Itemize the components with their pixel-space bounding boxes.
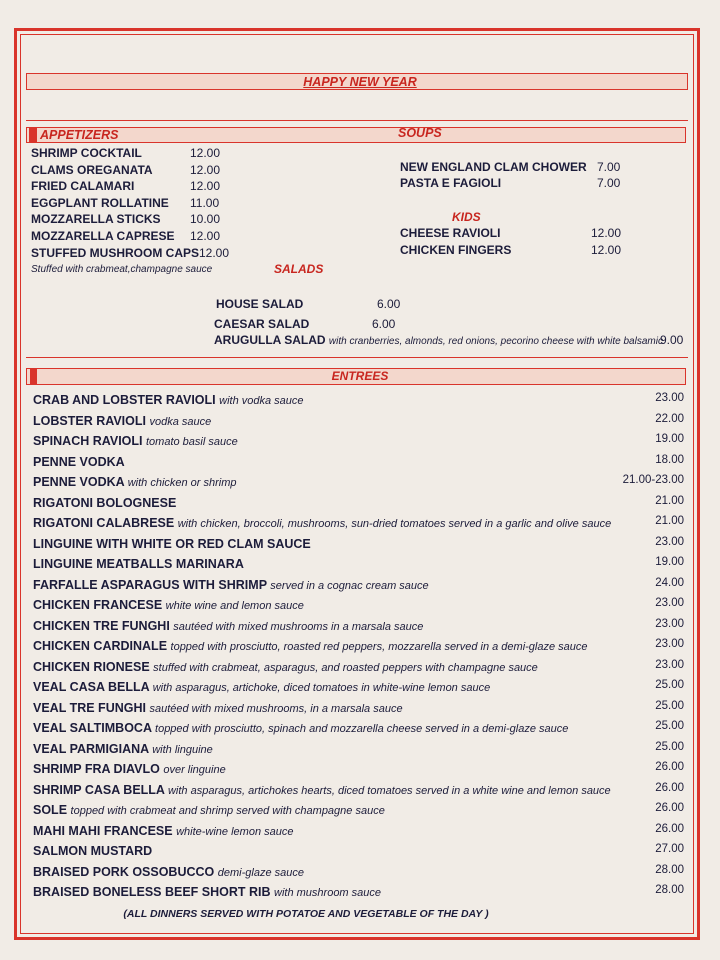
salad-price: 9.00 xyxy=(660,333,684,347)
salad-price: 6.00 xyxy=(377,297,401,311)
entree-row xyxy=(33,557,244,572)
entree-price: 27.00 xyxy=(655,843,684,855)
soups-heading: SOUPS xyxy=(398,126,442,140)
entree-row xyxy=(33,455,125,470)
entree-name: BRAISED PORK OSSOBUCCO xyxy=(33,864,215,879)
entree-desc: with asparagus, artichokes hearts, diced tomatoes served in a white wine and lemon sauce xyxy=(167,784,611,797)
entree-row xyxy=(33,721,568,737)
entree-row xyxy=(33,803,385,819)
soup-price: 7.00 xyxy=(597,160,621,174)
entree-name: SOLE xyxy=(33,803,68,817)
appetizers-heading: APPETIZERS xyxy=(40,128,119,142)
entree-price: 26.00 xyxy=(655,822,684,835)
entree-desc: topped with prosciutto, roasted red peppers, mozzarella served in a demi-glaze sauce xyxy=(170,641,588,653)
entree-desc: sautéed with mixed mushrooms, in a marsala sauce xyxy=(149,702,403,715)
appetizer-price: 12.00 xyxy=(199,245,230,260)
salad-price: 6.00 xyxy=(372,317,396,331)
entree-desc: with chicken, broccoli, mushrooms, sun-dried tomatoes served in a garlic and olive sauce xyxy=(177,518,612,530)
appetizer-price: 12.00 xyxy=(190,162,221,177)
entree-name: CHICKEN TRE FUNGHI xyxy=(33,618,170,633)
entree-desc: with linguine xyxy=(152,743,213,756)
appetizer-note: Stuffed with crabmeat,champagne sauce xyxy=(31,264,213,275)
entree-name: PENNE VODKA xyxy=(33,454,125,469)
entree-desc: vodka sauce xyxy=(149,415,212,428)
entree-name: RIGATONI BOLOGNESE xyxy=(33,495,177,510)
entree-row xyxy=(33,885,381,901)
entree-row xyxy=(33,824,293,840)
appetizer-price: 12.00 xyxy=(190,179,221,194)
appetizer-name: STUFFED MUSHROOM CAPS xyxy=(31,245,199,260)
salad-row xyxy=(216,297,303,311)
entree-name: PENNE VODKA xyxy=(33,475,125,489)
entree-name: LOBSTER RAVIOLI xyxy=(33,413,146,428)
entree-name: SALMON MUSTARD xyxy=(33,844,153,858)
entree-row xyxy=(33,598,304,614)
entree-name: CRAB AND LOBSTER RAVIOLI xyxy=(33,393,216,407)
entree-row xyxy=(33,475,237,491)
entree-price: 23.00 xyxy=(655,392,684,404)
entree-name: LINGUINE MEATBALLS MARINARA xyxy=(33,557,244,571)
entree-row xyxy=(33,742,213,758)
entree-price: 19.00 xyxy=(655,556,684,568)
entree-desc: topped with crabmeat and shrimp served with champagne sauce xyxy=(70,805,385,817)
entree-desc: with chicken or shrimp xyxy=(127,477,237,489)
appetizer-name: CLAMS OREGANATA xyxy=(31,162,153,177)
entree-desc: stuffed with crabmeat, asparagus, and roasted peppers with champagne sauce xyxy=(153,661,538,674)
entree-price: 21.00 xyxy=(655,494,684,507)
divider-top xyxy=(26,120,688,121)
salad-name: ARUGULLA SALAD xyxy=(214,333,326,347)
entree-name: FARFALLE ASPARAGUS WITH SHRIMP xyxy=(33,577,267,592)
entree-name: VEAL SALTIMBOCA xyxy=(33,721,152,735)
entree-row xyxy=(33,701,403,717)
entree-name: BRAISED BONELESS BEEF SHORT RIB xyxy=(33,885,271,899)
entree-row xyxy=(33,619,423,635)
entree-desc: with vodka sauce xyxy=(219,395,304,407)
entree-row xyxy=(33,639,588,655)
entree-row xyxy=(33,516,611,532)
entree-row xyxy=(33,865,304,881)
entree-row xyxy=(33,496,176,511)
banner-title: HAPPY NEW YEAR xyxy=(303,75,417,89)
salads-heading: SALADS xyxy=(274,262,324,276)
entree-name: RIGATONI CALABRESE xyxy=(33,516,175,530)
entree-price: 23.00 xyxy=(655,638,684,650)
appetizer-name: FRIED CALAMARI xyxy=(31,179,135,194)
entree-name: VEAL CASA BELLA xyxy=(33,680,150,694)
entree-price: 28.00 xyxy=(655,863,684,876)
entree-name: SHRIMP CASA BELLA xyxy=(33,782,165,797)
entree-row xyxy=(33,434,238,450)
entree-desc: over linguine xyxy=(163,764,226,776)
appetizer-price: 11.00 xyxy=(190,195,220,210)
entree-price: 21.00-23.00 xyxy=(622,474,684,486)
entree-desc: with mushroom sauce xyxy=(274,887,382,899)
entree-price: 22.00 xyxy=(655,412,684,425)
entree-name: SPINACH RAVIOLI xyxy=(33,434,143,448)
entree-price: 26.00 xyxy=(655,781,684,794)
entree-price: 23.00 xyxy=(655,535,684,548)
entree-row xyxy=(33,414,211,430)
entree-name: SHRIMP FRA DIAVLO xyxy=(33,762,160,776)
salad-name: HOUSE SALAD xyxy=(216,297,304,311)
appetizer-name: MOZZARELLA CAPRESE xyxy=(31,229,175,243)
salad-name: CAESAR SALAD xyxy=(214,317,310,331)
entree-row xyxy=(33,680,490,696)
entree-price: 23.00 xyxy=(655,658,684,671)
salad-desc: with cranberries, almonds, red onions, pecorino cheese with white balsamic xyxy=(328,336,663,347)
salad-row xyxy=(214,333,663,349)
entree-price: 18.00 xyxy=(655,453,684,466)
soup-name: NEW ENGLAND CLAM CHOWER xyxy=(400,160,587,174)
entree-price: 19.00 xyxy=(655,433,684,445)
entree-price: 26.00 xyxy=(655,761,684,773)
entree-price: 25.00 xyxy=(655,720,684,732)
entree-name: VEAL PARMIGIANA xyxy=(33,741,149,756)
entree-price: 25.00 xyxy=(655,679,684,691)
entree-price: 28.00 xyxy=(655,884,684,896)
appetizers-band xyxy=(26,127,686,143)
entree-desc: sautéed with mixed mushrooms in a marsala sauce xyxy=(173,620,424,633)
entree-row xyxy=(33,393,304,409)
appetizer-name: MOZZARELLA STICKS xyxy=(31,212,161,227)
entree-desc: served in a cognac cream sauce xyxy=(270,579,429,592)
entree-row xyxy=(33,578,429,594)
entrees-footnote: (ALL DINNERS SERVED WITH POTATOE AND VEGETABLE OF THE DAY ) xyxy=(123,908,489,920)
entree-name: CHICKEN FRANCESE xyxy=(33,598,163,612)
entree-row xyxy=(33,660,538,676)
entree-name: CHICKEN CARDINALE xyxy=(33,639,168,653)
entree-name: CHICKEN RIONESE xyxy=(33,659,150,674)
divider-mid xyxy=(26,357,688,358)
kids-price: 12.00 xyxy=(591,226,622,240)
appetizer-name: SHRIMP COCKTAIL xyxy=(31,146,142,160)
entree-row xyxy=(33,762,226,778)
entree-desc: white-wine lemon sauce xyxy=(176,825,294,838)
appetizer-price: 10.00 xyxy=(190,212,221,227)
kids-price: 12.00 xyxy=(591,242,622,257)
kids-name: CHICKEN FINGERS xyxy=(400,242,512,257)
soup-price: 7.00 xyxy=(597,176,621,190)
entree-name: VEAL TRE FUNGHI xyxy=(33,700,146,715)
appetizer-price: 12.00 xyxy=(190,229,221,243)
entree-desc: tomato basil sauce xyxy=(145,436,238,448)
entree-price: 25.00 xyxy=(655,740,684,753)
entree-desc: topped with prosciutto, spinach and mozzarella cheese served in a demi-glaze sauce xyxy=(155,723,569,735)
entree-price: 21.00 xyxy=(655,515,684,527)
appetizer-price: 12.00 xyxy=(190,146,221,160)
entree-price: 25.00 xyxy=(655,699,684,712)
entree-name: LINGUINE WITH WHITE OR RED CLAM SAUCE xyxy=(33,536,311,551)
entree-price: 26.00 xyxy=(655,802,684,814)
entree-row xyxy=(33,844,152,859)
entree-name: MAHI MAHI FRANCESE xyxy=(33,823,173,838)
entrees-heading: ENTREES xyxy=(331,369,389,383)
entree-desc: demi-glaze sauce xyxy=(217,866,304,879)
entree-desc: white wine and lemon sauce xyxy=(165,600,304,612)
entree-row xyxy=(33,537,311,552)
kids-name: CHEESE RAVIOLI xyxy=(400,226,501,240)
entree-price: 23.00 xyxy=(655,617,684,630)
appetizer-name: EGGPLANT ROLLATINE xyxy=(31,195,169,210)
entree-desc: with asparagus, artichoke, diced tomatoes in white-wine lemon sauce xyxy=(152,682,491,694)
soup-name: PASTA E FAGIOLI xyxy=(400,176,502,190)
salad-row xyxy=(214,317,309,331)
entree-price: 23.00 xyxy=(655,597,684,609)
kids-heading: KIDS xyxy=(452,210,481,224)
entree-row xyxy=(33,783,611,799)
entree-price: 24.00 xyxy=(655,576,684,589)
